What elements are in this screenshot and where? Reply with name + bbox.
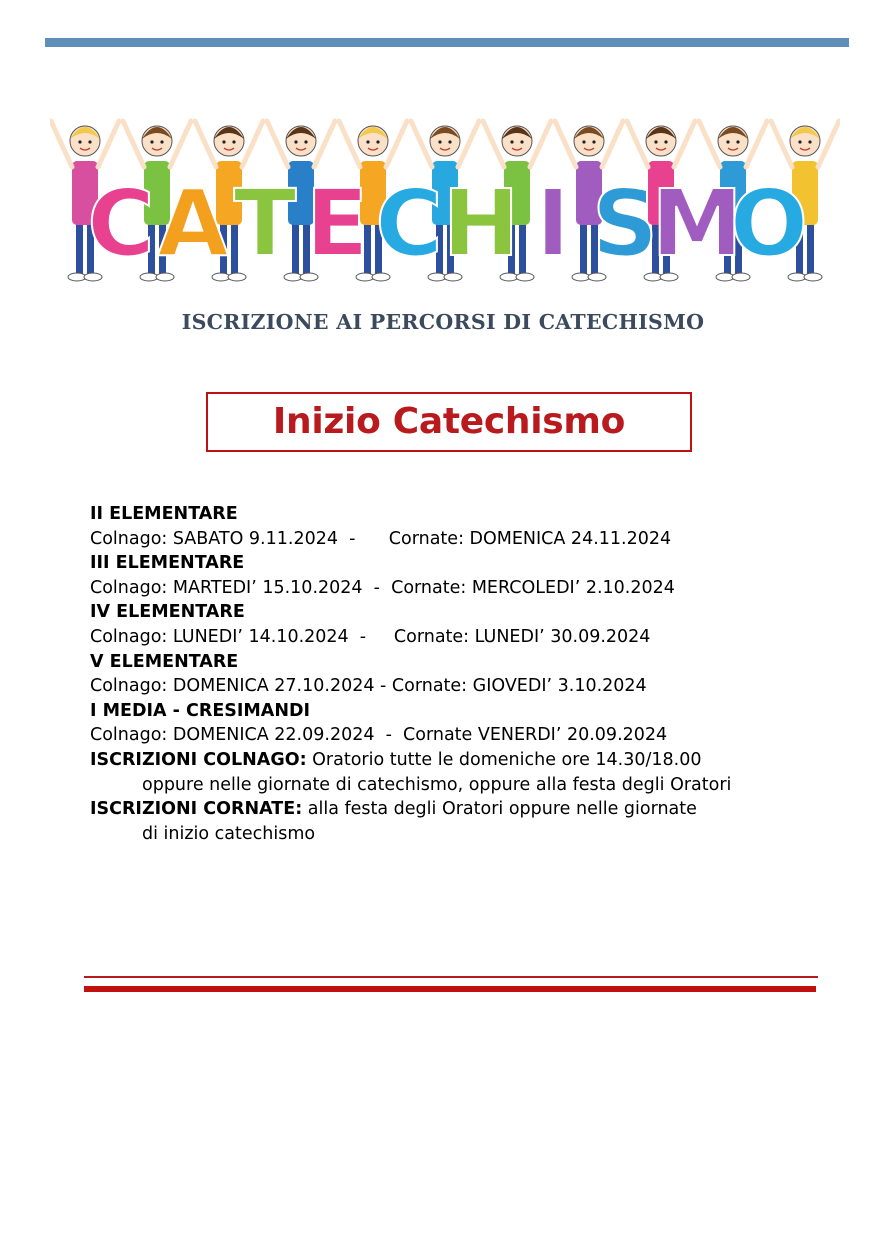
section-heading: IV ELEMENTARE bbox=[90, 602, 245, 623]
schedule-content bbox=[90, 502, 870, 846]
svg-text:T: T bbox=[233, 170, 297, 277]
iscrizioni-label: ISCRIZIONI COLNAGO: bbox=[90, 749, 307, 770]
section-heading: III ELEMENTARE bbox=[90, 553, 245, 574]
svg-text:E: E bbox=[305, 170, 369, 277]
bottom-rule-thin bbox=[84, 976, 818, 978]
iscrizioni-colnago bbox=[90, 748, 870, 773]
iscrizioni-cornate bbox=[90, 797, 870, 822]
iscrizioni-label: ISCRIZIONI CORNATE: bbox=[90, 799, 303, 820]
section-dates: Colnago: SABATO 9.11.2024 - Cornate: DOMENICA 24.11.2024 bbox=[90, 528, 672, 549]
iscrizioni-continuation: oppure nelle giornate di catechismo, oppure alla festa degli Oratori bbox=[142, 774, 732, 795]
section-dates: Colnago: DOMENICA 22.09.2024 - Cornate VENERDI’ 20.09.2024 bbox=[90, 725, 668, 746]
section-heading: V ELEMENTARE bbox=[90, 651, 239, 672]
iscrizioni-text: alla festa degli Oratori oppure nelle giornate bbox=[302, 799, 697, 820]
catechismo-banner-illustration bbox=[50, 105, 840, 300]
svg-text:M: M bbox=[651, 170, 743, 277]
svg-text:C: C bbox=[87, 170, 155, 277]
section-heading: I MEDIA - CRESIMANDI bbox=[90, 700, 311, 721]
svg-text:I: I bbox=[535, 170, 571, 277]
iscrizioni-continuation: di inizio catechismo bbox=[142, 823, 316, 844]
page-title: Inizio Catechismo bbox=[272, 401, 626, 442]
section-dates: Colnago: DOMENICA 27.10.2024 - Cornate: GIOVEDI’ 3.10.2024 bbox=[90, 676, 647, 697]
top-rule bbox=[45, 38, 849, 47]
section-dates: Colnago: MARTEDI’ 15.10.2024 - Cornate: MERCOLEDI’ 2.10.2024 bbox=[90, 577, 675, 598]
title-box bbox=[206, 392, 692, 452]
svg-text:A: A bbox=[157, 170, 229, 277]
svg-text:C: C bbox=[375, 170, 443, 277]
svg-text:O: O bbox=[729, 170, 809, 277]
banner-heading: ISCRIZIONE AI PERCORSI DI CATECHISMO bbox=[181, 310, 705, 334]
svg-text:S: S bbox=[591, 170, 659, 277]
iscrizioni-text: Oratorio tutte le domeniche ore 14.30/18.00 bbox=[306, 749, 702, 770]
svg-text:H: H bbox=[442, 170, 520, 277]
section-dates: Colnago: LUNEDI’ 14.10.2024 - Cornate: LUNEDI’ 30.09.2024 bbox=[90, 626, 651, 647]
section-heading: II ELEMENTARE bbox=[90, 504, 238, 524]
bottom-rule-thick bbox=[84, 986, 816, 992]
